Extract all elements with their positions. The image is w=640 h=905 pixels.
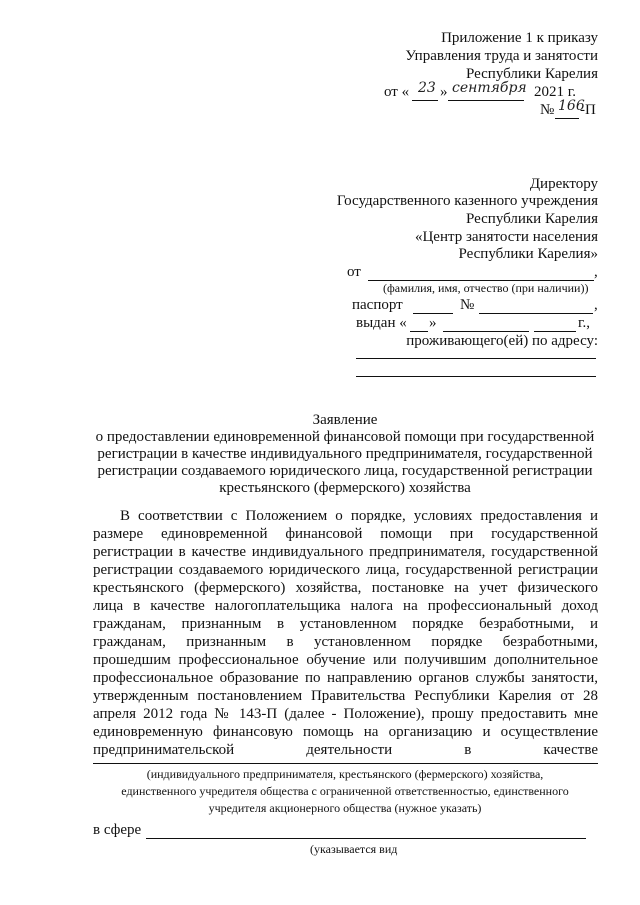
issued-label: выдан « [356,315,407,331]
entity-type-hint-3: учредителя акционерного общества (нужное указать) [208,801,482,815]
body-line: регистрации создаваемого юридического лица, государственной регистрации [93,562,598,578]
title-subline-2: регистрации в качестве индивидуального предпринимателя, государственной [97,446,593,462]
approval-date-month-line [448,100,524,101]
title-subline-4: крестьянского (фермерского) хозяйства [219,480,471,496]
issued-year-line[interactable] [534,331,576,332]
address-line-2[interactable] [356,376,596,377]
approval-date-day: 23 [418,80,436,96]
body-line: единовременную финансовую помощь на организацию и осуществление [93,724,598,740]
issued-month-line[interactable] [443,331,529,332]
body-line: лица в качестве налогоплательщика налога на профессиональный доход [93,598,598,614]
body-line: регистрации в качестве индивидуального предпринимателя, государственной [93,544,598,560]
addressee-line-1: Директору [529,176,598,192]
sphere-label: в сфере [93,822,142,838]
issued-year: г., [578,315,590,331]
title-subline-1: о предоставлении единовременной финансовой помощи при государственной [95,429,595,445]
document-title: Заявление [312,412,378,428]
entity-type-line[interactable] [93,763,598,764]
body-line: апреля 2012 года № 143-П (далее - Положение), прошу предоставить мне [93,706,598,722]
from-label: от [347,264,361,280]
addressee-line-2: Государственного казенного учреждения [336,193,598,209]
approval-date-mid: » [440,84,448,100]
fio-hint: (фамилия, имя, отчество (при наличии)) [383,281,589,295]
body-line: крестьянского (фермерского) хозяйства, постановке на учет физического [93,580,598,596]
entity-type-hint-1: (индивидуального предпринимателя, крестьянского (фермерского) хозяйства, [146,767,544,781]
body-line: размере единовременной финансовой помощи при государственной [93,526,598,542]
address-line-1[interactable] [356,358,596,359]
approval-line-1: Приложение 1 к приказу [441,30,598,46]
body-line: гражданам, признанным в установленном порядке безработными, [93,634,598,650]
approval-date-prefix: от « [384,84,410,100]
approval-number-suffix: -П [580,102,596,118]
body-line: утвержденным постановлением Правительства Республики Карелия от 28 [93,688,598,704]
approval-date-year: 2021 г. [534,84,576,100]
passport-no-label: № [460,297,475,313]
addressee-line-5: Республики Карелия» [458,246,598,262]
title-subline-3: регистрации создаваемого юридического лица, государственной регистрации [97,463,593,479]
sphere-hint: (указывается вид [310,842,398,856]
passport-series-line[interactable] [413,313,453,314]
addressee-line-3: Республики Карелия [465,211,598,227]
residing-label: проживающего(ей) по адресу: [406,333,598,349]
body-line: прошедшим профессиональное обучение или получившим дополнительное [93,652,598,668]
passport-number-line[interactable] [479,313,593,314]
approval-date-day-line [412,100,438,101]
body-line: профессиональное образование по направлению органов службы занятости, [93,670,598,686]
from-end: , [594,264,598,280]
addressee-line-4: «Центр занятости населения [414,229,598,245]
body-line: предпринимательской деятельности в качестве [93,742,598,758]
approval-number-line [555,118,579,119]
issued-mid: » [429,315,437,331]
approval-number-value: 166 [558,98,585,114]
approval-number-prefix: № [540,102,555,118]
body-line: В соответствии с Положением о порядке, условиях предоставления и [120,508,598,524]
approval-line-2: Управления труда и занятости [405,48,598,64]
passport-end: , [594,297,598,313]
body-line: гражданам, признанным в установленном порядке безработными, и [93,616,598,632]
entity-type-hint-2: единственного учредителя общества с ограниченной ответственностью, единственного [121,784,569,798]
approval-line-3: Республики Карелия [465,66,598,82]
sphere-line[interactable] [146,838,586,839]
passport-label: паспорт [352,297,403,313]
issued-day-line[interactable] [410,331,428,332]
approval-date-month: сентября [452,80,527,96]
